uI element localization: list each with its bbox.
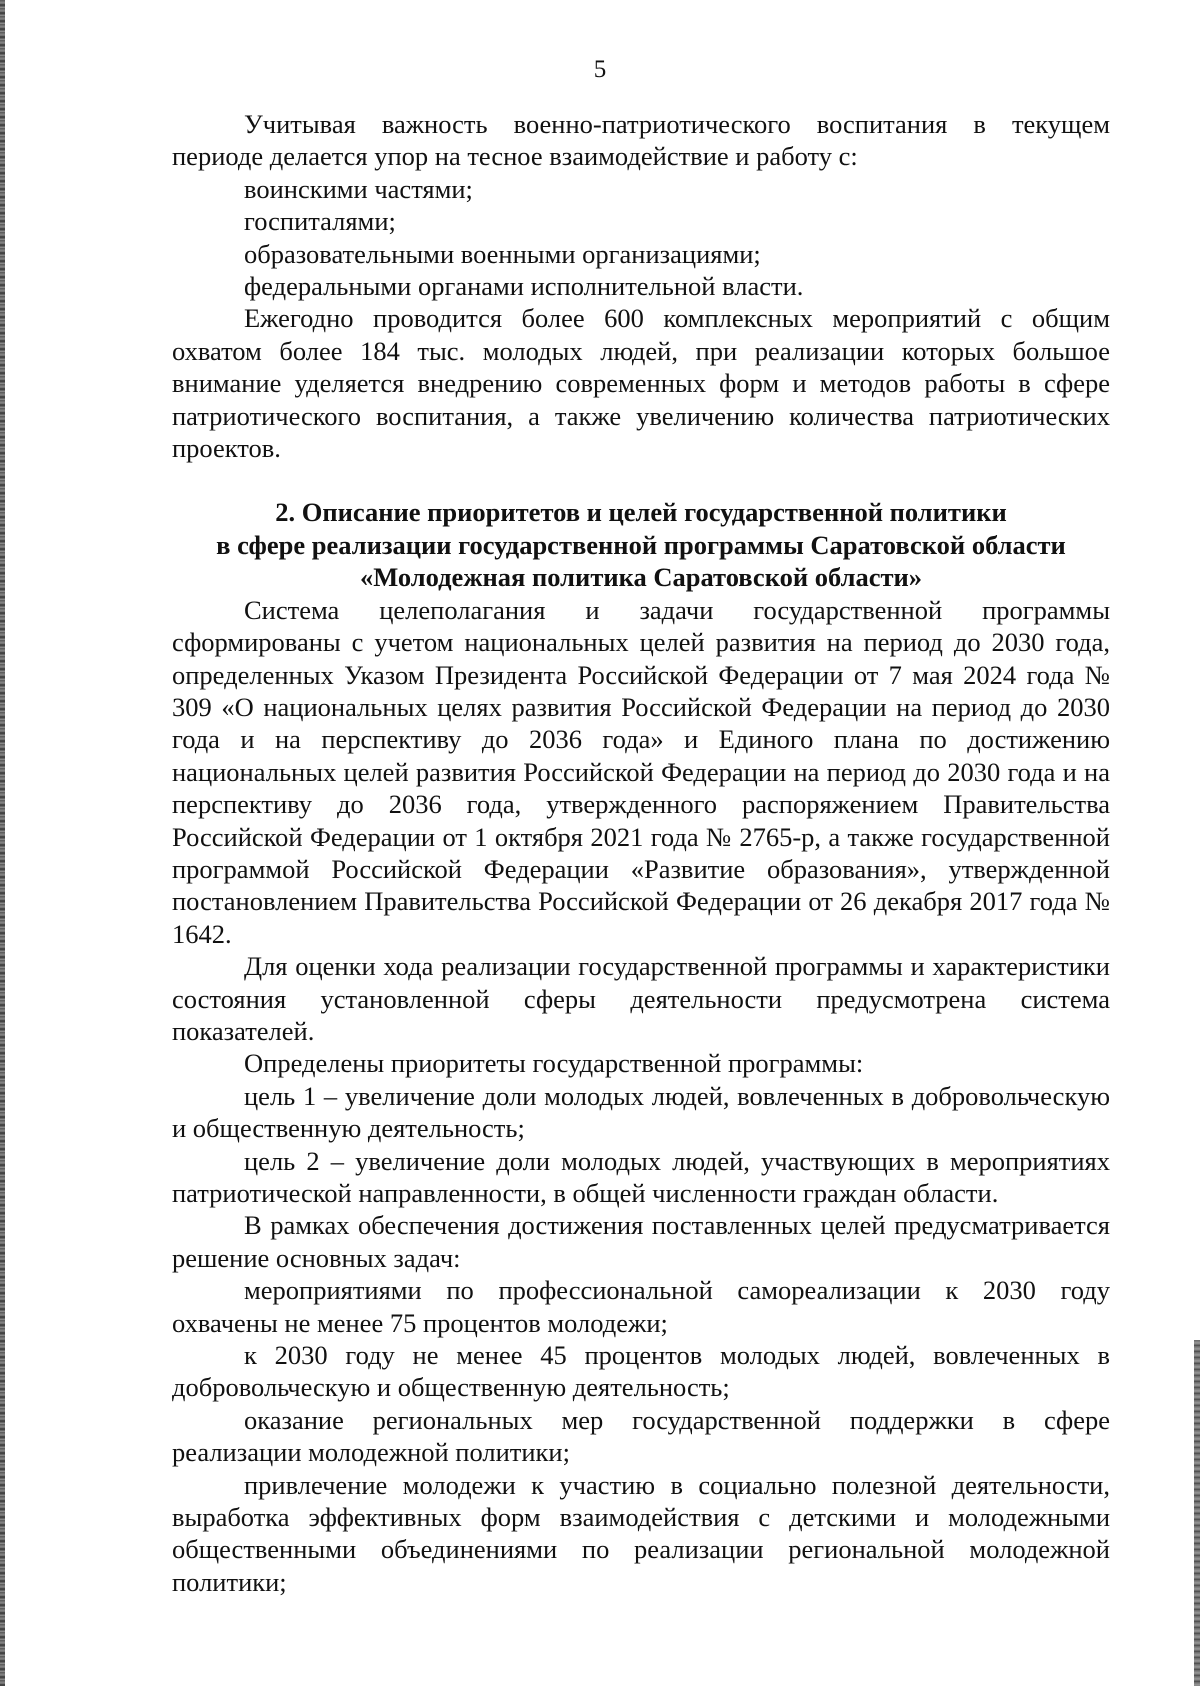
paragraph: Ежегодно проводится более 600 комплексных мероприятий с общим охватом более 184 тыс. молодых людей, при реализации которых большое внимание уделяется внедрению современных форм и методов работы в сфере патриотического воспитания, а также увеличению количества патриотических проектов. [172, 303, 1110, 464]
list-item: воинскими частями; [244, 173, 473, 204]
paragraph: к 2030 году не менее 45 процентов молодых людей, вовлеченных в добровольческую и общественную деятельность; [172, 1340, 1110, 1403]
document-body [172, 108, 1110, 1598]
list-item: образовательными военными организациями; [244, 238, 761, 269]
scan-edge-right [1194, 1340, 1200, 1686]
paragraph: В рамках обеспечения достижения поставленных целей предусматривается решение основных задач: [172, 1210, 1110, 1273]
paragraph: Для оценки хода реализации государственной программы и характеристики состояния установленной сферы деятельности предусмотрена система показателей. [172, 951, 1110, 1046]
list-item: федеральными органами исполнительной власти. [244, 271, 804, 302]
paragraph: цель 1 – увеличение доли молодых людей, вовлеченных в добровольческую и общественную деятельность; [172, 1080, 1110, 1144]
paragraph: Определены приоритеты государственной программы: [244, 1048, 864, 1079]
paragraph: Учитывая важность военно-патриотического воспитания в текущем периоде делается упор на тесное взаимодействие и работу с: [172, 109, 1110, 172]
page-number: 5 [593, 56, 607, 83]
section-heading-line: «Молодежная политика Саратовской области» [359, 562, 923, 593]
section-heading-line: в сфере реализации государственной программы Саратовской области [216, 529, 1066, 560]
paragraph: привлечение молодежи к участию в социально полезной деятельности, выработка эффективных форм взаимодействия с детскими и молодежными общественными объединениями по реализации региональной молодежной политики; [172, 1469, 1110, 1597]
paragraph: Система целеполагания и задачи государственной программы сформированы с учетом национальных целей развития на период до 2030 года, определенных Указом Президента Российской Федерации от 7 мая 2024 года № 309 «О национальных целях развития Российской Федерации на период до 2030 года и на перспективу до 2036 года» и Единого плана по достижению национальных целей развития Российской Федерации на период до 2030 года и на перспективу до 2036 года, утвержденного распоряжением Правительства Российской Федерации от 1 октября 2021 года № 2765-р, а также государственной программой Российской Федерации «Развитие образования», утвержденной постановлением Правительства Российской Федерации от 26 декабря 2017 года № 1642. [172, 594, 1110, 949]
paragraph: цель 2 – увеличение доли молодых людей, участвующих в мероприятиях патриотической направленности, в общей численности граждан области. [172, 1145, 1110, 1208]
scan-edge-left [0, 0, 5, 1686]
paragraph: мероприятиями по профессиональной самореализации к 2030 году охвачены не менее 75 процентов молодежи; [172, 1275, 1110, 1338]
paragraph: оказание региональных мер государственной поддержки в сфере реализации молодежной политики; [172, 1404, 1110, 1468]
section-heading [172, 496, 1110, 593]
list-item: госпиталями; [244, 206, 396, 237]
section-heading-line: 2. Описание приоритетов и целей государственной политики [275, 497, 1007, 528]
